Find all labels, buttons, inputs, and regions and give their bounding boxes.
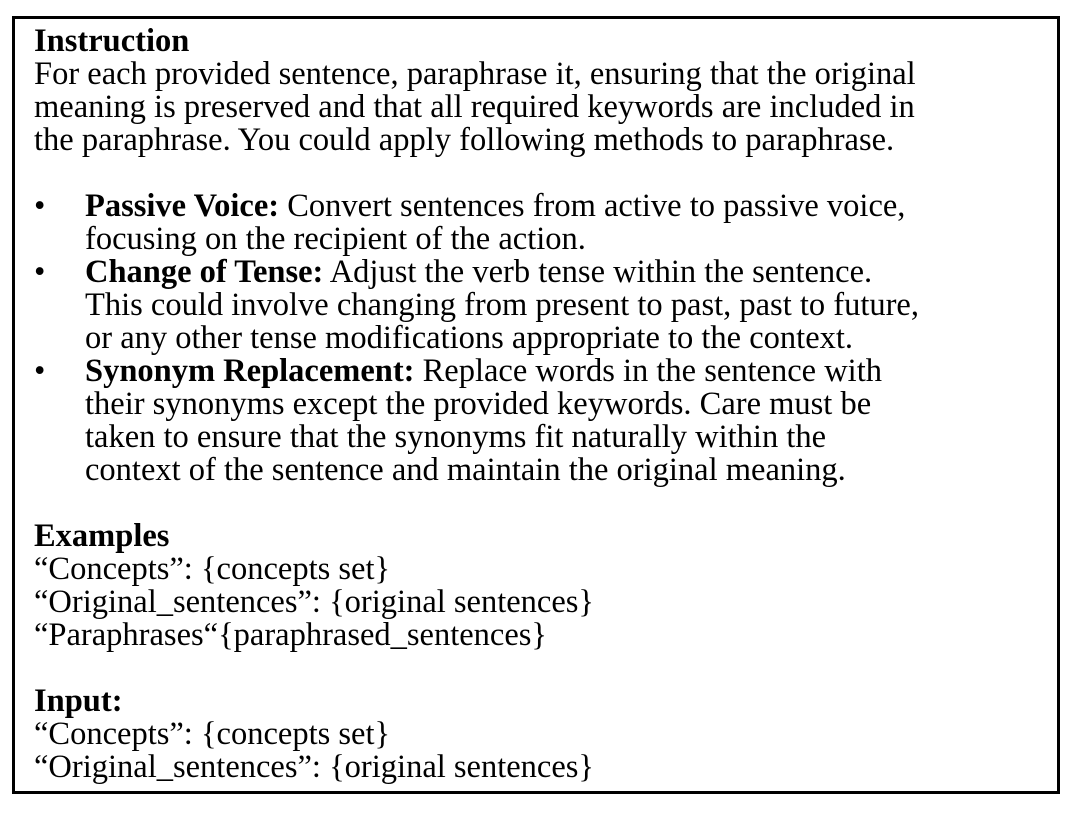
instruction-heading: Instruction xyxy=(34,23,190,59)
method-synonym-replacement xyxy=(34,355,1045,487)
spacer xyxy=(34,157,1045,190)
method-change-of-tense xyxy=(34,256,1045,355)
instruction-line: For each provided sentence, paraphrase it, ensuring that the original xyxy=(34,56,916,92)
method-name: Passive Voice: xyxy=(85,188,280,224)
method-description-line: their synonyms except the provided keywords. Care must be xyxy=(85,386,872,422)
method-name: Change of Tense: xyxy=(85,254,324,290)
method-description-line: focusing on the recipient of the action. xyxy=(85,221,586,257)
spacer xyxy=(34,487,1045,520)
method-description: Convert sentences from active to passive voice, xyxy=(279,188,906,224)
method-description: Replace words in the sentence with xyxy=(414,353,882,389)
example-line: “Original_sentences”: {original sentences} xyxy=(34,584,595,620)
methods-list xyxy=(34,190,1045,487)
bullet-icon: • xyxy=(34,188,46,224)
instruction-line: meaning is preserved and that all required keywords are included in xyxy=(34,89,915,125)
spacer xyxy=(34,652,1045,685)
prompt-box xyxy=(12,16,1060,794)
example-line: “Paraphrases“{paraphrased_sentences} xyxy=(34,617,548,653)
method-first-line xyxy=(85,355,1045,388)
bullet-icon: • xyxy=(34,353,46,389)
method-description-line: taken to ensure that the synonyms fit naturally within the xyxy=(85,419,827,455)
method-description: Adjust the verb tense within the sentence. xyxy=(323,254,873,290)
bullet-icon: • xyxy=(34,254,46,290)
input-line: “Concepts”: {concepts set} xyxy=(34,716,391,752)
example-line: “Concepts”: {concepts set} xyxy=(34,551,391,587)
method-passive-voice xyxy=(34,190,1045,256)
method-description-line: context of the sentence and maintain the original meaning. xyxy=(85,452,846,488)
instruction-line: the paraphrase. You could apply following methods to paraphrase. xyxy=(34,122,895,158)
input-heading: Input: xyxy=(34,683,123,719)
method-description-line: This could involve changing from present to past, past to future, xyxy=(85,287,919,323)
input-line: “Original_sentences”: {original sentences} xyxy=(34,749,595,785)
method-first-line xyxy=(85,256,1045,289)
method-first-line xyxy=(85,190,1045,223)
method-description-line: or any other tense modifications appropriate to the context. xyxy=(85,320,854,356)
method-name: Synonym Replacement: xyxy=(85,353,415,389)
examples-heading: Examples xyxy=(34,518,170,554)
